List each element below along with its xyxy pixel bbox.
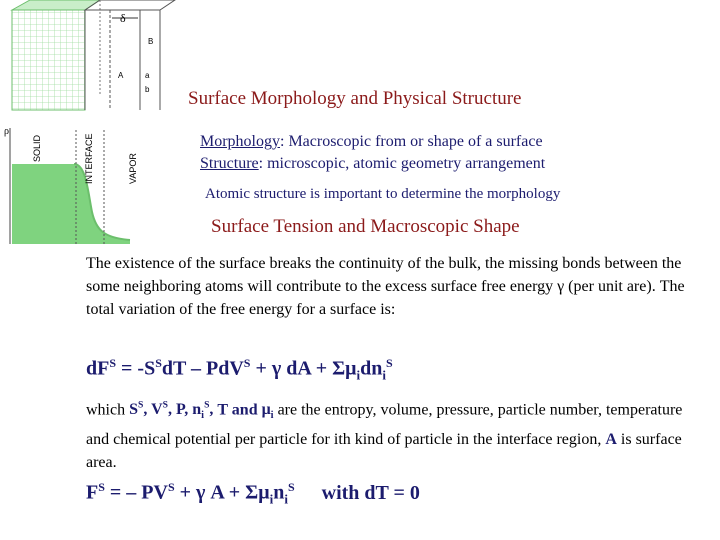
- structure-definition: [200, 155, 545, 173]
- heading-morphology: Surface Morphology and Physical Structure: [188, 88, 522, 109]
- desc-area-var: A: [605, 430, 617, 448]
- desc-temp-and: T and: [217, 401, 258, 419]
- body-paragraph: The existence of the surface breaks the continuity of the bulk, the missing bonds between the some neighboring atoms will contribute to the excess surface free energy γ (per unit are). The total variation of the free energy for a surface is:: [86, 255, 685, 318]
- variables-description: [86, 394, 686, 474]
- atomic-structure-note: Atomic structure is important to determine the morphology: [205, 186, 561, 202]
- structure-term: Structure: [200, 155, 259, 172]
- morphology-text: : Macroscopic from or shape of a surface: [280, 133, 543, 150]
- label-a: a: [145, 71, 150, 80]
- morphology-definition: [200, 133, 543, 151]
- interface-slab-diagram: [0, 0, 190, 120]
- rho-axis-label: ρ: [4, 126, 9, 137]
- desc-rest: are the entropy, volume, pressure, particle number, temperature and chemical potential per particle for ith kind of particle in the interface region,: [86, 401, 683, 448]
- density-profile-diagram: [0, 122, 180, 244]
- delta-label: δ: [120, 11, 126, 25]
- structure-text: : microscopic, atomic geometry arrangement: [258, 155, 546, 172]
- desc-tail: is surface area.: [86, 430, 682, 471]
- label-B: B: [148, 37, 154, 46]
- desc-lead: which: [86, 401, 126, 419]
- interface-label: INTERFACE: [84, 133, 94, 184]
- solid-label: SOLID: [32, 134, 42, 162]
- label-b: b: [145, 85, 150, 94]
- eq2-condition: with dT = 0: [321, 481, 420, 504]
- desc-mu: $\mu_i$: [261, 401, 274, 422]
- desc-vars: $S^S$, $V^S$, P, $n_i^S$,: [129, 400, 214, 422]
- free-energy-equation: $dF^S = -S^SdT - PdV^S + \gamma$ dA + $\Sigma\mu_idn_i^S$: [86, 356, 393, 383]
- heading-surface-tension: Surface Tension and Macroscopic Shape: [211, 216, 520, 237]
- morphology-term: Morphology: [200, 133, 280, 150]
- label-A: A: [118, 71, 124, 80]
- integrated-equation: $F^S$ = – $PV^S + \gamma$ $A + \Sigma\mu_in_i^S$ with dT = 0: [86, 480, 420, 507]
- vapor-label: VAPOR: [128, 153, 138, 184]
